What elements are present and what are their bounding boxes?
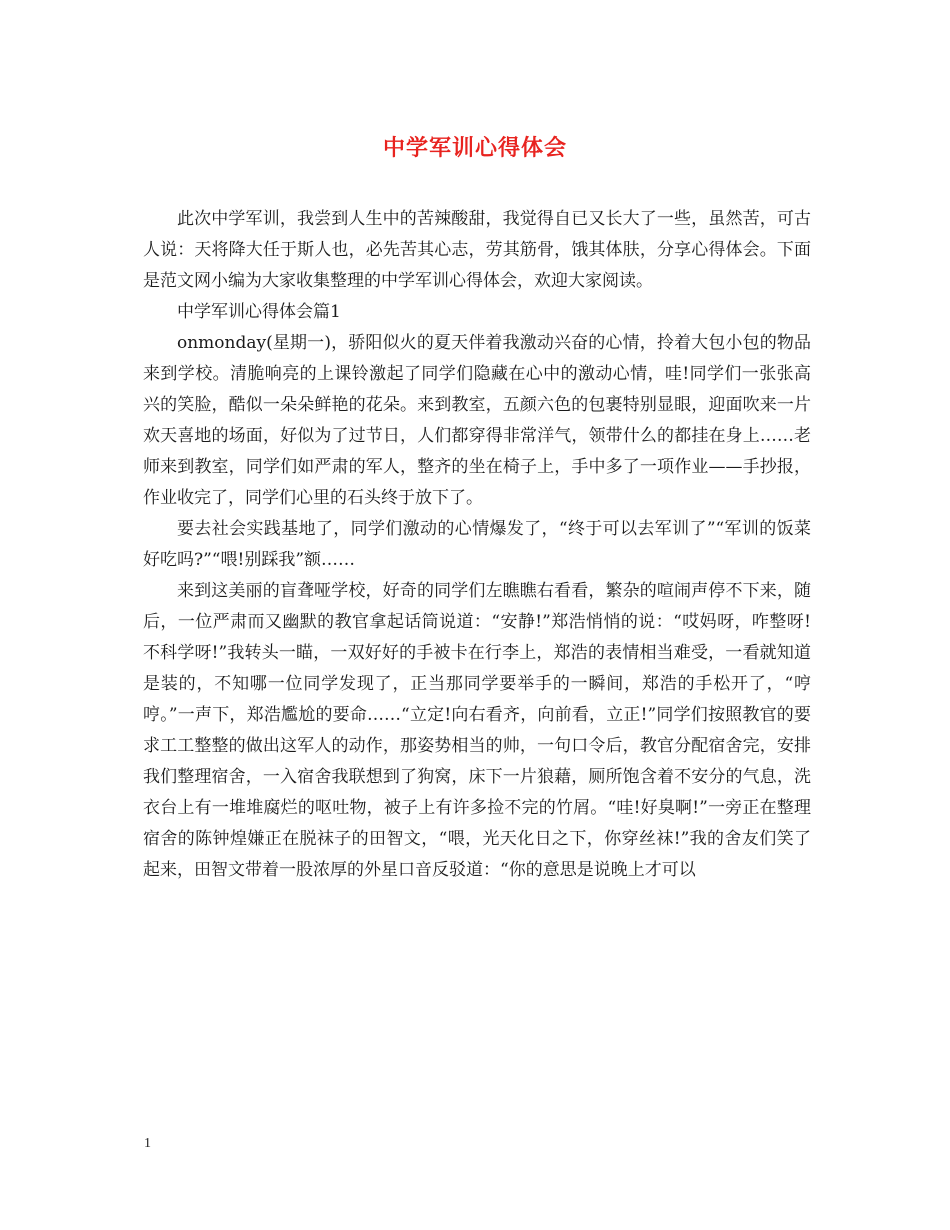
article-body xyxy=(143,204,811,886)
section-heading: 中学军训心得体会篇1 xyxy=(177,302,341,322)
page-title: 中学军训心得体会 xyxy=(382,135,567,161)
page-number: 1 xyxy=(144,1136,151,1151)
body-paragraph: 要去社会实践基地了，同学们激动的心情爆发了，“终于可以去军训了”“军训的饭菜好吃吗?”“喂!别踩我”额…… xyxy=(143,519,811,570)
body-paragraph: onmonday(星期一)，骄阳似火的夏天伴着我激动兴奋的心情，拎着大包小包的物品来到学校。清脆响亮的上课铃激起了同学们隐藏在心中的激动心情，哇!同学们一张张高兴的笑脸，酷似一朵朵鲜艳的花朵。来到教室，五颜六色的包裹特别显眼，迎面吹来一片欢天喜地的场面，好似为了过节日，人们都穿得非常洋气，领带什么的都挂在身上……老师来到教室，同学们如严肃的军人，整齐的坐在椅子上，手中多了一项作业——手抄报，作业收完了，同学们心里的石头终于放下了。 xyxy=(143,333,811,508)
intro-paragraph: 此次中学军训，我尝到人生中的苦辣酸甜，我觉得自已又长大了一些，虽然苦，可古人说：天将降大任于斯人也，必先苦其心志，劳其筋骨，饿其体肤，分享心得体会。下面是范文网小编为大家收集整理的中学军训心得体会，欢迎大家阅读。 xyxy=(143,209,811,291)
body-paragraph: 来到这美丽的盲聋哑学校，好奇的同学们左瞧瞧右看看，繁杂的喧闹声停不下来，随后，一位严肃而又幽默的教官拿起话筒说道：“安静!”郑浩悄悄的说：“哎妈呀，咋整呀!不科学呀!”我转头一瞄，一双好好的手被卡在行李上，郑浩的表情相当难受，一看就知道是装的，不知哪一位同学发现了，正当那同学要举手的一瞬间，郑浩的手松开了，“哼哼。”一声下，郑浩尷尬的要命……“立定!向右看齐，向前看，立正!”同学们按照教官的要求工工整整的做出这军人的动作，那姿势相当的帅，一句口令后，教官分配宿舍完，安排我们整理宿舍，一入宿舍我联想到了狗窝，床下一片狼藉，厕所饱含着不安分的气息，洗衣台上有一堆堆腐烂的呕吐物，被子上有许多捡不完的竹屑。“哇!好臭啊!”一旁正在整理宿舍的陈钟煌嫌正在脱袜子的田智文，“喂，光天化日之下，你穿丝袜!”我的舍友们笑了起来，田智文带着一股浓厚的外星口音反驳道：“你的意思是说晚上才可以 xyxy=(143,581,811,880)
